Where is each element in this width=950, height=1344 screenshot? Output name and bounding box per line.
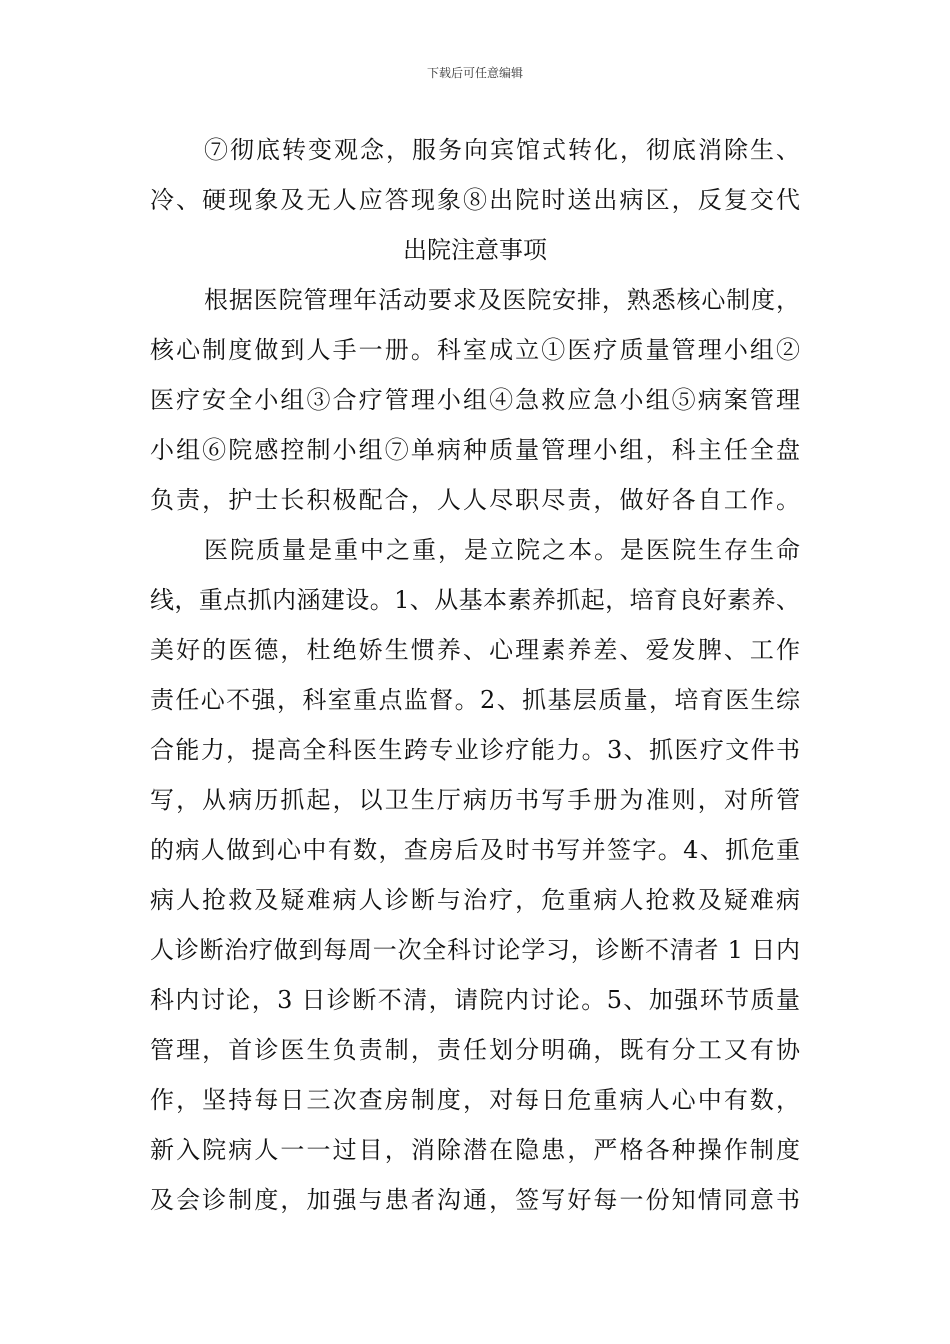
- text-line: 病人抢救及疑难病人诊断与治疗，危重病人抢救及疑难病: [150, 886, 800, 914]
- text-line: 科内讨论，3 日诊断不清，请院内讨论。5、加强环节质量: [150, 986, 800, 1014]
- text-line: 医院质量是重中之重，是立院之本。是医院生存生命: [204, 536, 800, 564]
- text-line: 根据医院管理年活动要求及医院安排，熟悉核心制度，: [204, 286, 800, 314]
- text-line: 写，从病历抓起，以卫生厅病历书写手册为准则，对所管: [150, 786, 800, 814]
- text-line: 核心制度做到人手一册。科室成立①医疗质量管理小组②: [150, 336, 800, 364]
- text-line: 冷、硬现象及无人应答现象⑧出院时送出病区，反复交代: [150, 186, 800, 214]
- text-line: ⑦彻底转变观念，服务向宾馆式转化，彻底消除生、: [204, 136, 800, 164]
- text-line: 负责，护士长积极配合，人人尽职尽责，做好各自工作。: [150, 486, 800, 514]
- text-line: 小组⑥院感控制小组⑦单病种质量管理小组，科主任全盘: [150, 436, 800, 464]
- text-line: 及会诊制度，加强与患者沟通，签写好每一份知情同意书: [150, 1186, 800, 1214]
- text-line: 作，坚持每日三次查房制度，对每日危重病人心中有数，: [150, 1086, 800, 1114]
- text-line: 医疗安全小组③合疗管理小组④急救应急小组⑤病案管理: [150, 386, 800, 414]
- text-line: 出院注意事项: [403, 236, 547, 264]
- text-line: 的病人做到心中有数，查房后及时书写并签字。4、抓危重: [150, 836, 800, 864]
- text-line: 新入院病人一一过目，消除潜在隐患，严格各种操作制度: [150, 1136, 800, 1164]
- text-line: 管理，首诊医生负责制，责任划分明确，既有分工又有协: [150, 1036, 800, 1064]
- text-line: 人诊断治疗做到每周一次全科讨论学习，诊断不清者 1 日内: [150, 936, 800, 964]
- text-line: 合能力，提高全科医生跨专业诊疗能力。3、抓医疗文件书: [150, 736, 800, 764]
- page-header: 下载后可任意编辑: [426, 66, 523, 80]
- text-line: 美好的医德，杜绝娇生惯养、心理素养差、爱发脾、工作: [150, 636, 800, 664]
- text-line: 责任心不强，科室重点监督。2、抓基层质量，培育医生综: [150, 686, 800, 714]
- text-line: 线，重点抓内涵建设。1、从基本素养抓起，培育良好素养、: [150, 586, 800, 614]
